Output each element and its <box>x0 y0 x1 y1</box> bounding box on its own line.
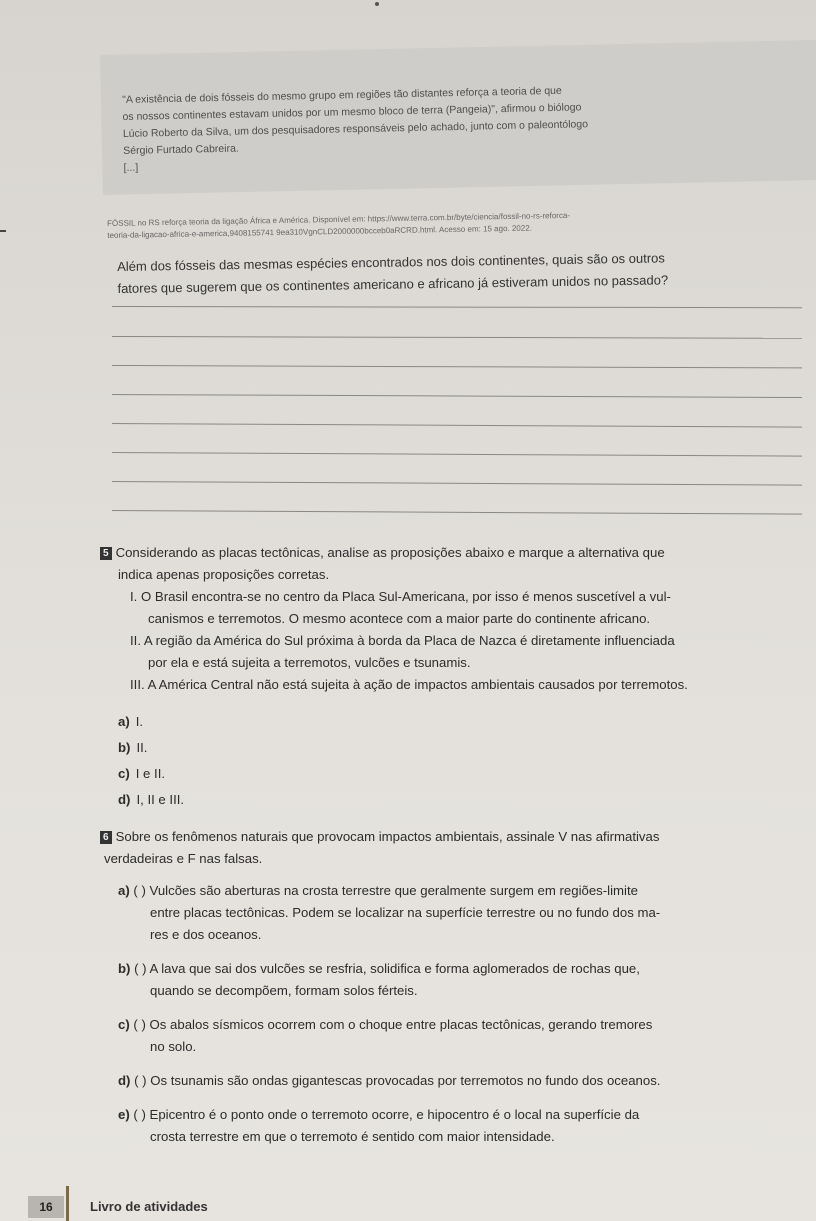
answer-line[interactable] <box>112 394 802 398</box>
question-stem-cont: verdadeiras e F nas falsas. <box>104 851 263 866</box>
item-text: Vulcões são aberturas na crosta terrestre que geralmente surgem em regiões-limite <box>149 883 638 898</box>
item-text: A lava que sai dos vulcões se resfria, solidifica e forma aglomerados de rochas que, <box>149 961 640 976</box>
question-number: 5 <box>100 547 112 560</box>
item-text-cont: crosta terrestre em que o terremoto é sentido com maior intensidade. <box>150 1129 555 1144</box>
answer-line[interactable] <box>112 510 802 515</box>
option-text: II. <box>136 740 148 755</box>
proposition-3: III. A América Central não está sujeita à ação de impactos ambientais causados por terremotos. <box>130 677 688 692</box>
speck <box>375 2 379 6</box>
item-letter: b) <box>118 961 131 976</box>
proposition-2-cont: por ela e está sujeita a terremotos, vulcões e tsunamis. <box>148 655 471 670</box>
answer-line[interactable] <box>112 306 802 308</box>
item-text-cont: quando se decompõem, formam solos férteis. <box>150 983 418 998</box>
question-intro-line-1: Além dos fósseis das mesmas espécies encontrados nos dois continentes, quais são os outros <box>117 250 665 274</box>
proposition-2: II. A região da América do Sul próxima à borda da Placa de Nazca é diretamente influenciada <box>130 633 675 648</box>
question-stem-cont: indica apenas proposições corretas. <box>118 567 330 582</box>
question-5 <box>100 542 816 696</box>
item-letter: c) <box>118 1017 130 1032</box>
page-number: 16 <box>28 1196 64 1218</box>
book-title: Livro de atividades <box>90 1199 208 1214</box>
quote-line: Lúcio Roberto da Silva, um dos pesquisadores responsáveis pelo achado, junto com o paleontólogo <box>122 118 589 140</box>
quote-line: [...] <box>123 161 139 174</box>
answer-box[interactable]: ( ) <box>133 883 146 898</box>
option-b[interactable] <box>118 740 147 755</box>
option-a[interactable] <box>118 714 143 729</box>
option-c[interactable] <box>118 766 165 781</box>
option-d[interactable] <box>118 792 184 807</box>
answer-line[interactable] <box>112 365 802 368</box>
answer-box[interactable]: ( ) <box>134 1073 147 1088</box>
option-letter: b) <box>118 740 131 755</box>
tf-item-c <box>118 1014 816 1058</box>
question-intro <box>117 245 808 300</box>
item-letter: d) <box>118 1073 131 1088</box>
item-text-cont: no solo. <box>150 1039 197 1054</box>
question-intro-line-2: fatores que sugerem que os continentes americano e africano já estiveram unidos no passado? <box>117 272 669 296</box>
option-letter: c) <box>118 766 130 781</box>
item-text-cont: res e dos oceanos. <box>150 927 262 942</box>
item-text: Epicentro é o ponto onde o terremoto ocorre, e hipocentro é o local na superfície da <box>149 1107 640 1122</box>
item-text: Os abalos sísmicos ocorrem com o choque entre placas tectônicas, gerando tremores <box>149 1017 653 1032</box>
option-text: I. <box>135 714 144 729</box>
tf-item-e <box>118 1104 816 1148</box>
proposition-1-cont: canismos e terremotos. O mesmo acontece com a maior parte do continente africano. <box>148 611 651 626</box>
answer-line[interactable] <box>112 452 802 457</box>
answer-line[interactable] <box>112 481 802 486</box>
footer-divider <box>66 1186 69 1221</box>
source-citation <box>107 206 812 242</box>
option-letter: a) <box>118 714 130 729</box>
answer-box[interactable]: ( ) <box>133 1107 146 1122</box>
item-letter: a) <box>118 883 130 898</box>
tf-item-b <box>118 958 816 1002</box>
quote-line: "A existência de dois fósseis do mesmo grupo em regiões tão distantes reforça a teoria de que <box>122 84 562 106</box>
answer-line[interactable] <box>112 423 802 428</box>
source-line-2: teoria-da-ligacao-africa-e-america,9408155741 9ea310VgnCLD2000000bcceb0aRCRD.html. Acesso em: 15 ago. 2022. <box>107 223 533 240</box>
quote-line: os nossos continentes estavam unidos por um mesmo bloco de terra (Pangeia)", afirmou o biólogo <box>122 101 582 123</box>
option-text: I e II. <box>135 766 166 781</box>
source-line-1: FÓSSIL no RS reforça teoria da ligação África e América. Disponível em: https://www.terra.com.br/byte/ciencia/fossil-no-rs-reforca- <box>107 210 571 228</box>
answer-line[interactable] <box>112 336 802 339</box>
quote-text <box>122 78 814 177</box>
item-text: Os tsunamis são ondas gigantescas provocadas por terremotos no fundo dos oceanos. <box>150 1073 661 1088</box>
question-stem: Considerando as placas tectônicas, analise as proposições abaixo e marque a alternativa que <box>115 545 665 560</box>
question-number: 6 <box>100 831 112 844</box>
option-letter: d) <box>118 792 131 807</box>
answer-box[interactable]: ( ) <box>133 1017 146 1032</box>
tf-item-d <box>118 1070 816 1092</box>
proposition-1: I. O Brasil encontra-se no centro da Placa Sul-Americana, por isso é menos suscetível a vul- <box>130 589 671 604</box>
quote-line: Sérgio Furtado Cabreira. <box>123 142 239 157</box>
tf-item-a <box>118 880 816 946</box>
answer-box[interactable]: ( ) <box>134 961 147 976</box>
question-6 <box>100 826 816 870</box>
margin-mark <box>0 230 6 232</box>
item-text-cont: entre placas tectônicas. Podem se localizar na superfície terrestre ou no fundo dos ma- <box>150 905 661 920</box>
option-text: I, II e III. <box>136 792 185 807</box>
question-stem: Sobre os fenômenos naturais que provocam impactos ambientais, assinale V nas afirmativas <box>115 829 660 844</box>
item-letter: e) <box>118 1107 130 1122</box>
